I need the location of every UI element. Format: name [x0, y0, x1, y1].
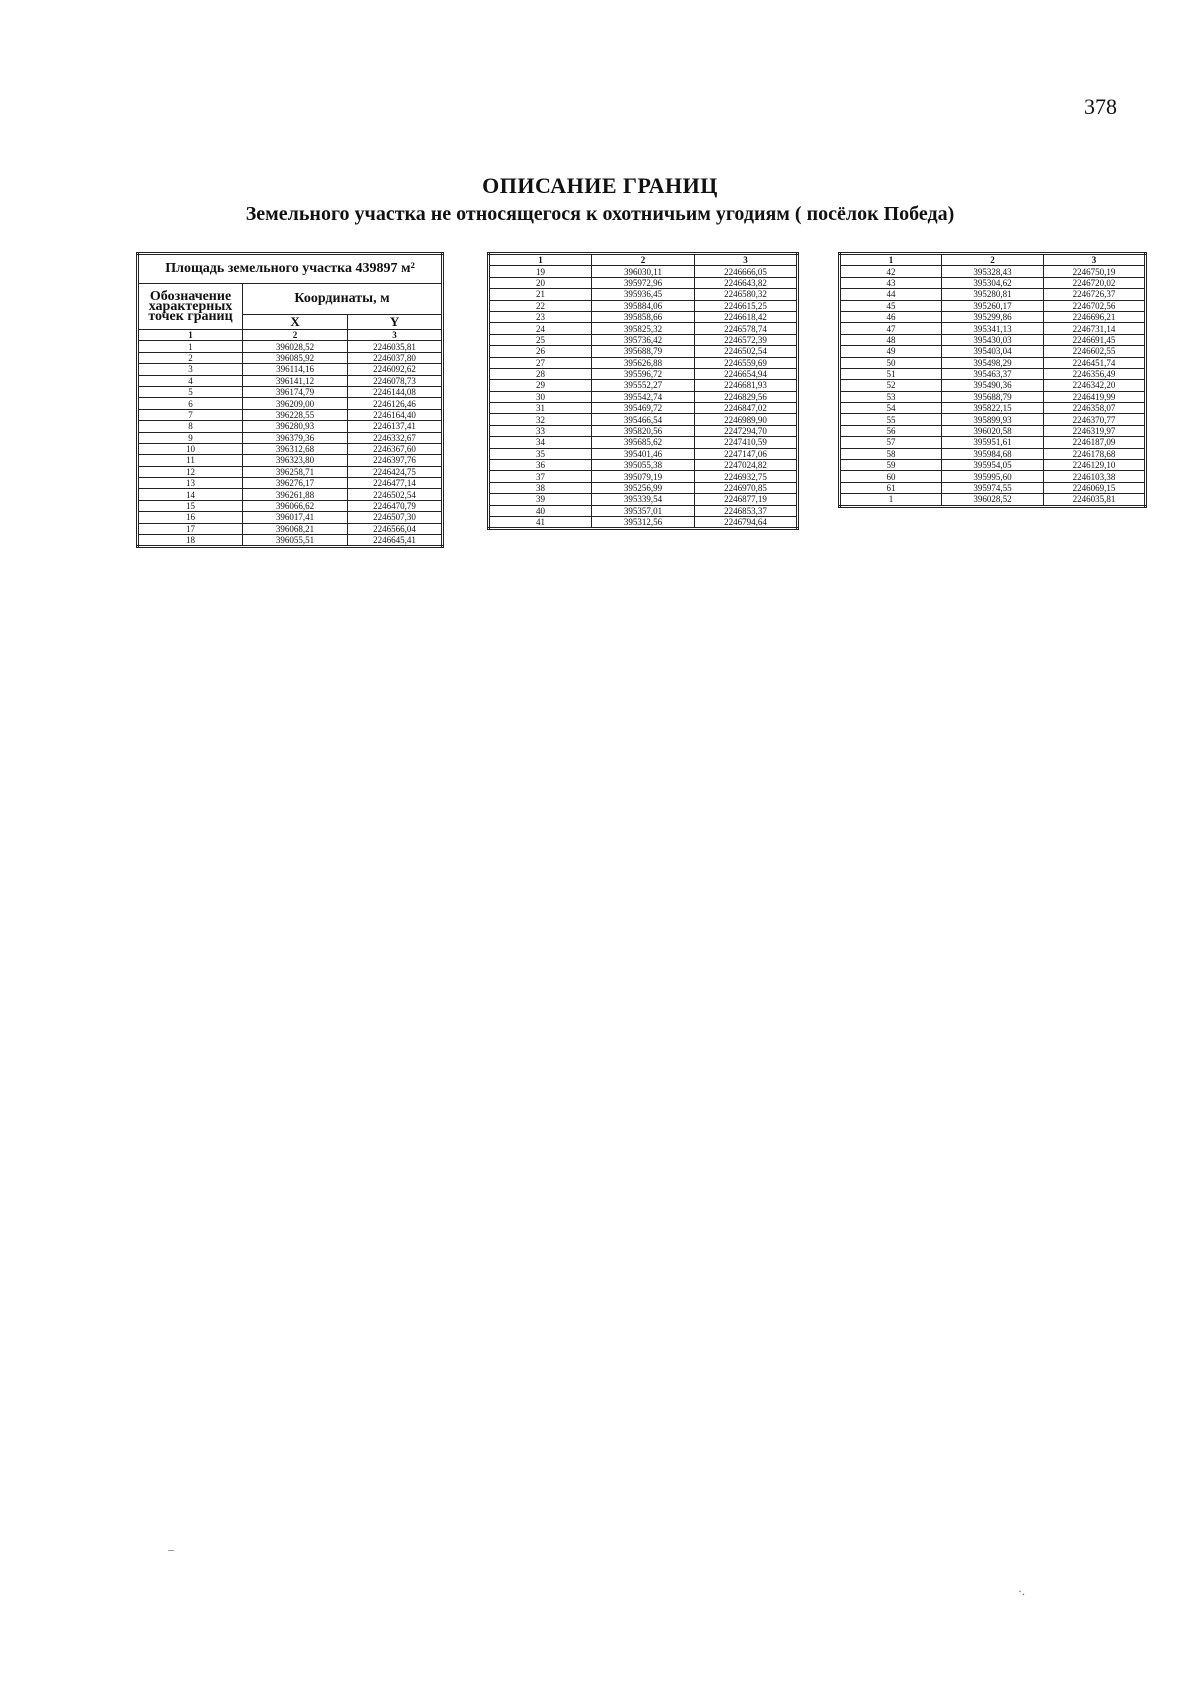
table-row [489, 505, 798, 516]
x-coordinate-cell: 395463,37 [942, 368, 1044, 379]
y-coordinate-cell: 2246367,60 [348, 443, 443, 454]
y-coordinate-cell: 2246502,54 [348, 489, 443, 500]
x-coordinate-cell: 395328,43 [942, 266, 1044, 277]
table-row [840, 425, 1146, 436]
point-number-cell: 59 [840, 460, 942, 471]
x-coordinate-cell: 396028,52 [942, 494, 1044, 506]
table-row [489, 311, 798, 322]
x-coordinate-cell: 395936,45 [592, 289, 695, 300]
point-number-cell: 56 [840, 425, 942, 436]
x-coordinate-cell: 396017,41 [243, 512, 348, 523]
table-row [840, 460, 1146, 471]
document-subtitle: Земельного участка не относящегося к охотничьим угодиям ( посёлок Победа) [245, 203, 955, 225]
point-number-cell: 8 [138, 421, 243, 432]
table-row [489, 414, 798, 425]
table-row [138, 375, 443, 386]
table-row [840, 266, 1146, 277]
y-coordinate-cell: 2246037,80 [348, 352, 443, 363]
y-coordinate-cell: 2246970,85 [695, 482, 798, 493]
x-coordinate-cell: 396114,16 [243, 364, 348, 375]
point-number-cell: 12 [138, 466, 243, 477]
y-coordinate-cell: 2246103,38 [1044, 471, 1146, 482]
x-coordinate-cell: 395357,01 [592, 505, 695, 516]
y-coordinate-cell: 2246424,75 [348, 466, 443, 477]
table-row [138, 535, 443, 547]
x-coordinate-cell: 395339,54 [592, 494, 695, 505]
table-row [840, 391, 1146, 402]
point-number-cell: 23 [489, 311, 592, 322]
table-row [489, 403, 798, 414]
point-number-cell: 39 [489, 494, 592, 505]
col-number: 1 [840, 254, 942, 266]
point-number-cell: 22 [489, 300, 592, 311]
x-coordinate-cell: 395299,86 [942, 311, 1044, 322]
y-coordinate-cell: 2246144,08 [348, 386, 443, 397]
table-row [489, 437, 798, 448]
table-row [138, 478, 443, 489]
point-number-cell: 27 [489, 357, 592, 368]
table-row [489, 494, 798, 505]
x-coordinate-cell: 395055,38 [592, 460, 695, 471]
point-number-cell: 45 [840, 300, 942, 311]
table-row [489, 482, 798, 493]
x-coordinate-cell: 395899,93 [942, 414, 1044, 425]
table-row [840, 311, 1146, 322]
coordinates-table-3 [838, 252, 1147, 508]
table-row [840, 323, 1146, 334]
y-coordinate-cell: 2246794,64 [695, 516, 798, 528]
x-coordinate-cell: 395984,68 [942, 448, 1044, 459]
point-number-cell: 9 [138, 432, 243, 443]
x-coordinate-cell: 396141,12 [243, 375, 348, 386]
x-coordinate-cell: 395498,29 [942, 357, 1044, 368]
y-coordinate-cell: 2246932,75 [695, 471, 798, 482]
y-coordinate-cell: 2247410,59 [695, 437, 798, 448]
table-row [489, 289, 798, 300]
point-number-cell: 32 [489, 414, 592, 425]
x-coordinate-cell: 396280,93 [243, 421, 348, 432]
point-number-cell: 43 [840, 277, 942, 288]
x-coordinate-cell: 395596,72 [592, 368, 695, 379]
y-coordinate-cell: 2246829,56 [695, 391, 798, 402]
area-label: Площадь земельного участка 439897 м² [138, 254, 443, 284]
y-coordinate-cell: 2246507,30 [348, 512, 443, 523]
point-number-cell: 4 [138, 375, 243, 386]
x-coordinate-cell: 395280,81 [942, 289, 1044, 300]
point-number-cell: 33 [489, 425, 592, 436]
x-coordinate-cell: 395974,55 [942, 482, 1044, 493]
x-coordinate-cell: 396312,68 [243, 443, 348, 454]
coords-header: Координаты, м [243, 284, 443, 315]
point-number-cell: 17 [138, 523, 243, 534]
y-coordinate-cell: 2246332,67 [348, 432, 443, 443]
y-coordinate-cell: 2246618,42 [695, 311, 798, 322]
x-coordinate-cell: 395858,66 [592, 311, 695, 322]
point-number-cell: 35 [489, 448, 592, 459]
col-number: 3 [695, 254, 798, 266]
table-row [489, 323, 798, 334]
table-row [138, 421, 443, 432]
y-coordinate-cell: 2246356,49 [1044, 368, 1146, 379]
table-row [489, 266, 798, 277]
y-coordinate-cell: 2246645,41 [348, 535, 443, 547]
table-row [138, 432, 443, 443]
y-coordinate-cell: 2247147,06 [695, 448, 798, 459]
point-number-cell: 49 [840, 346, 942, 357]
x-coordinate-cell: 395260,17 [942, 300, 1044, 311]
table-row [489, 334, 798, 345]
table-row [138, 352, 443, 363]
x-coordinate-cell: 395469,72 [592, 403, 695, 414]
y-coordinate-cell: 2246035,81 [348, 341, 443, 352]
y-coordinate-cell: 2246580,32 [695, 289, 798, 300]
x-coordinate-cell: 395256,99 [592, 482, 695, 493]
table-row [138, 512, 443, 523]
point-number-cell: 52 [840, 380, 942, 391]
x-coordinate-cell: 395972,96 [592, 277, 695, 288]
x-coordinate-cell: 395542,74 [592, 391, 695, 402]
point-number-cell: 40 [489, 505, 592, 516]
area-row [138, 254, 443, 284]
y-coordinate-cell: 2246691,45 [1044, 334, 1146, 345]
point-number-cell: 53 [840, 391, 942, 402]
y-coordinate-cell: 2246559,69 [695, 357, 798, 368]
table-row [489, 516, 798, 528]
y-coordinate-cell: 2246847,02 [695, 403, 798, 414]
y-coordinate-cell: 2246666,05 [695, 266, 798, 277]
point-number-cell: 51 [840, 368, 942, 379]
x-header: X [243, 315, 348, 330]
x-coordinate-cell: 396209,00 [243, 398, 348, 409]
table-row [840, 300, 1146, 311]
x-coordinate-cell: 395954,05 [942, 460, 1044, 471]
y-coordinate-cell: 2246654,94 [695, 368, 798, 379]
x-coordinate-cell: 396379,36 [243, 432, 348, 443]
point-number-cell: 25 [489, 334, 592, 345]
point-number-cell: 5 [138, 386, 243, 397]
point-number-cell: 26 [489, 346, 592, 357]
table-row [489, 460, 798, 471]
point-number-cell: 15 [138, 500, 243, 511]
table-row [840, 437, 1146, 448]
point-header: Обозначение характерных точек границ [138, 284, 243, 330]
column-number-row [489, 254, 798, 266]
table-row [138, 489, 443, 500]
y-coordinate-cell: 2246702,56 [1044, 300, 1146, 311]
x-coordinate-cell: 395403,04 [942, 346, 1044, 357]
point-number-cell: 24 [489, 323, 592, 334]
table-row [489, 368, 798, 379]
y-coordinate-cell: 2246319,97 [1044, 425, 1146, 436]
point-number-cell: 46 [840, 311, 942, 322]
y-coordinate-cell: 2246726,37 [1044, 289, 1146, 300]
table-row [840, 448, 1146, 459]
x-coordinate-cell: 396228,55 [243, 409, 348, 420]
y-coordinate-cell: 2246696,21 [1044, 311, 1146, 322]
y-coordinate-cell: 2246078,73 [348, 375, 443, 386]
x-coordinate-cell: 396276,17 [243, 478, 348, 489]
y-coordinate-cell: 2246092,62 [348, 364, 443, 375]
y-coordinate-cell: 2246187,09 [1044, 437, 1146, 448]
x-coordinate-cell: 396261,88 [243, 489, 348, 500]
y-coordinate-cell: 2246069,15 [1044, 482, 1146, 493]
table-row [840, 277, 1146, 288]
table-row [138, 386, 443, 397]
table-row [138, 341, 443, 352]
table-row [840, 414, 1146, 425]
x-coordinate-cell: 395430,03 [942, 334, 1044, 345]
point-number-cell: 61 [840, 482, 942, 493]
table-row [138, 409, 443, 420]
point-number-cell: 7 [138, 409, 243, 420]
x-coordinate-cell: 395626,88 [592, 357, 695, 368]
point-number-cell: 14 [138, 489, 243, 500]
table-row [840, 334, 1146, 345]
x-coordinate-cell: 395736,42 [592, 334, 695, 345]
point-number-cell: 29 [489, 380, 592, 391]
table-row [840, 357, 1146, 368]
x-coordinate-cell: 396174,79 [243, 386, 348, 397]
x-coordinate-cell: 396020,58 [942, 425, 1044, 436]
y-coordinate-cell: 2246419,99 [1044, 391, 1146, 402]
y-coordinate-cell: 2246129,10 [1044, 460, 1146, 471]
table-row [138, 398, 443, 409]
point-number-cell: 18 [138, 535, 243, 547]
y-coordinate-cell: 2246502,54 [695, 346, 798, 357]
table-row [138, 523, 443, 534]
point-number-cell: 11 [138, 455, 243, 466]
point-number-cell: 16 [138, 512, 243, 523]
x-coordinate-cell: 395951,61 [942, 437, 1044, 448]
table-row [489, 448, 798, 459]
x-coordinate-cell: 395825,32 [592, 323, 695, 334]
point-number-cell: 6 [138, 398, 243, 409]
point-number-cell: 47 [840, 323, 942, 334]
table-row [489, 357, 798, 368]
x-coordinate-cell: 395466,54 [592, 414, 695, 425]
y-coordinate-cell: 2246877,19 [695, 494, 798, 505]
point-number-cell: 55 [840, 414, 942, 425]
point-number-cell: 57 [840, 437, 942, 448]
point-number-cell: 60 [840, 471, 942, 482]
point-number-cell: 2 [138, 352, 243, 363]
point-number-cell: 44 [840, 289, 942, 300]
table-row [489, 391, 798, 402]
x-coordinate-cell: 396028,52 [243, 341, 348, 352]
table-row [840, 471, 1146, 482]
y-coordinate-cell: 2246178,68 [1044, 448, 1146, 459]
y-coordinate-cell: 2246572,39 [695, 334, 798, 345]
point-number-cell: 19 [489, 266, 592, 277]
document-title: ОПИСАНИЕ ГРАНИЦ [482, 173, 718, 198]
column-number-row [840, 254, 1146, 266]
x-coordinate-cell: 395884,06 [592, 300, 695, 311]
y-header: Y [348, 315, 443, 330]
table-row [489, 380, 798, 391]
y-coordinate-cell: 2246370,77 [1044, 414, 1146, 425]
coordinates-table-2 [487, 252, 799, 530]
y-coordinate-cell: 2246126,46 [348, 398, 443, 409]
x-coordinate-cell: 395312,56 [592, 516, 695, 528]
point-number-cell: 41 [489, 516, 592, 528]
point-number-cell: 58 [840, 448, 942, 459]
point-number-cell: 42 [840, 266, 942, 277]
x-coordinate-cell: 396055,51 [243, 535, 348, 547]
y-coordinate-cell: 2246615,25 [695, 300, 798, 311]
x-coordinate-cell: 395820,56 [592, 425, 695, 436]
point-number-cell: 28 [489, 368, 592, 379]
x-coordinate-cell: 395304,62 [942, 277, 1044, 288]
column-number-row [138, 330, 443, 341]
col-number: 3 [1044, 254, 1146, 266]
x-coordinate-cell: 395688,79 [942, 391, 1044, 402]
y-coordinate-cell: 2246477,14 [348, 478, 443, 489]
y-coordinate-cell: 2246643,82 [695, 277, 798, 288]
point-number-cell: 34 [489, 437, 592, 448]
table-row [138, 443, 443, 454]
x-coordinate-cell: 396258,71 [243, 466, 348, 477]
col-number: 2 [942, 254, 1044, 266]
point-number-cell: 48 [840, 334, 942, 345]
table-row [489, 346, 798, 357]
header-row [138, 284, 443, 315]
y-coordinate-cell: 2246720,02 [1044, 277, 1146, 288]
y-coordinate-cell: 2246035,81 [1044, 494, 1146, 506]
scan-speck [168, 1550, 174, 1551]
point-number-cell: 37 [489, 471, 592, 482]
col-number: 1 [138, 330, 243, 341]
y-coordinate-cell: 2246342,20 [1044, 380, 1146, 391]
x-coordinate-cell: 396068,21 [243, 523, 348, 534]
table-row [840, 346, 1146, 357]
table-row [489, 300, 798, 311]
table-row [138, 466, 443, 477]
y-coordinate-cell: 2246578,74 [695, 323, 798, 334]
point-number-cell: 20 [489, 277, 592, 288]
point-number-cell: 31 [489, 403, 592, 414]
table-row [138, 364, 443, 375]
coordinates-table-1 [136, 252, 444, 548]
x-coordinate-cell: 395341,13 [942, 323, 1044, 334]
x-coordinate-cell: 395688,79 [592, 346, 695, 357]
point-number-cell: 1 [840, 494, 942, 506]
x-coordinate-cell: 396066,62 [243, 500, 348, 511]
point-number-cell: 13 [138, 478, 243, 489]
x-coordinate-cell: 395685,62 [592, 437, 695, 448]
point-number-cell: 21 [489, 289, 592, 300]
x-coordinate-cell: 395079,19 [592, 471, 695, 482]
table-row [840, 368, 1146, 379]
table-row [138, 455, 443, 466]
y-coordinate-cell: 2246137,41 [348, 421, 443, 432]
y-coordinate-cell: 2246397,76 [348, 455, 443, 466]
x-coordinate-cell: 395401,46 [592, 448, 695, 459]
col-number: 1 [489, 254, 592, 266]
point-number-cell: 54 [840, 403, 942, 414]
table-row [840, 289, 1146, 300]
y-coordinate-cell: 2246750,19 [1044, 266, 1146, 277]
y-coordinate-cell: 2247294,70 [695, 425, 798, 436]
y-coordinate-cell: 2246989,90 [695, 414, 798, 425]
y-coordinate-cell: 2246164,40 [348, 409, 443, 420]
col-number: 2 [592, 254, 695, 266]
table-row [840, 494, 1146, 506]
y-coordinate-cell: 2246681,93 [695, 380, 798, 391]
col-number: 3 [348, 330, 443, 341]
table-row [840, 403, 1146, 414]
table-row [489, 425, 798, 436]
point-number-cell: 38 [489, 482, 592, 493]
x-coordinate-cell: 396323,80 [243, 455, 348, 466]
x-coordinate-cell: 395490,36 [942, 380, 1044, 391]
y-coordinate-cell: 2246358,07 [1044, 403, 1146, 414]
y-coordinate-cell: 2246853,37 [695, 505, 798, 516]
x-coordinate-cell: 395995,60 [942, 471, 1044, 482]
table-row [840, 380, 1146, 391]
x-coordinate-cell: 396030,11 [592, 266, 695, 277]
y-coordinate-cell: 2246602,55 [1044, 346, 1146, 357]
y-coordinate-cell: 2246731,14 [1044, 323, 1146, 334]
scan-speck: ·. [1018, 1584, 1025, 1598]
y-coordinate-cell: 2246451,74 [1044, 357, 1146, 368]
point-number-cell: 3 [138, 364, 243, 375]
x-coordinate-cell: 396085,92 [243, 352, 348, 363]
y-coordinate-cell: 2247024,82 [695, 460, 798, 471]
table-row [489, 471, 798, 482]
table-row [138, 500, 443, 511]
point-number-cell: 10 [138, 443, 243, 454]
point-number-cell: 30 [489, 391, 592, 402]
point-number-cell: 36 [489, 460, 592, 471]
table-row [489, 277, 798, 288]
x-coordinate-cell: 395822,15 [942, 403, 1044, 414]
y-coordinate-cell: 2246566,04 [348, 523, 443, 534]
point-number-cell: 50 [840, 357, 942, 368]
point-number-cell: 1 [138, 341, 243, 352]
y-coordinate-cell: 2246470,79 [348, 500, 443, 511]
page-number: 378 [1084, 94, 1117, 119]
col-number: 2 [243, 330, 348, 341]
x-coordinate-cell: 395552,27 [592, 380, 695, 391]
table-row [840, 482, 1146, 493]
